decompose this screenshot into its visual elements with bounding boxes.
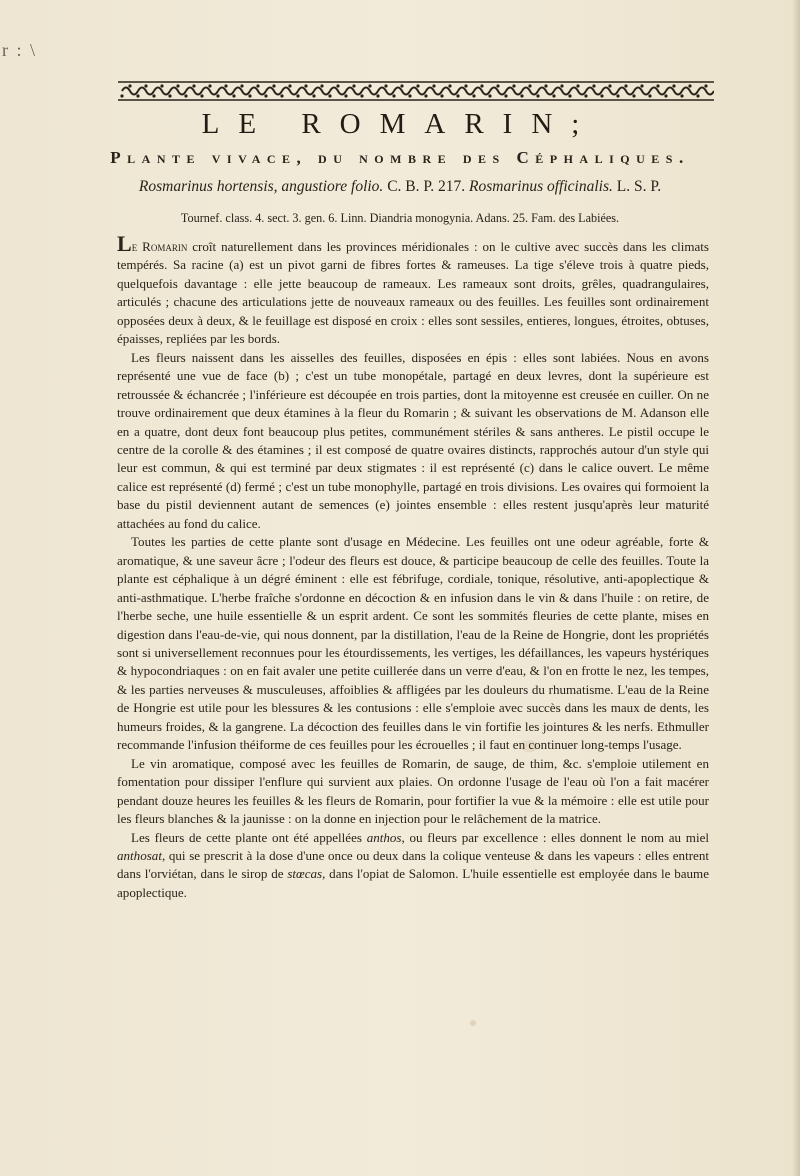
drop-cap: L [117, 231, 132, 256]
page-edge-shadow [792, 0, 800, 1176]
reference-2: L. S. P. [612, 178, 662, 195]
paragraph-5-text-b: , ou fleurs par excellence : elles donnent le nom au miel [401, 829, 709, 845]
paragraph-2: Les fleurs naissent dans les aisselles des feuilles, disposées en épis : elles sont labiées. Nous en avons représenté une vue de face (b) ; c'est un tube monopétale, partagé en deux levres, dont la supérieure est retroussée & échancrée ; l'inférieure est découpée en trois parties, dont la mitoyenne est creusée en cuiller. On ne trouve ordinairement que deux étamines à la fleur du Romarin ; & suivant les observations de M. Adanson elle en a quatre, dont deux font beaucoup plus petites, communément stériles & sans antheres. Le pistil occupe le centre de la corolle & des étamines ; il est composé de quatre ovaires distincts, rapprochés autour d'un style qui leur est commun, & qui est terminé par deux stigmates : il est représenté (c) dans le calice ouvert. Le même calice est représenté (d) fermé ; c'est un tube monophylle, partagé en trois divisions. Les ovaires qui formoient la base du pistil deviennent autant de semences (e) jointes ensemble : elles restent jusqu'après leur maturité attachées au fond du calice. [117, 349, 709, 531]
italic-anthosat: anthosat [117, 847, 162, 863]
paragraph-4: Le vin aromatique, composé avec les feuilles de Romarin, de sauge, de thim, &c. s'emploie utilement en fomentation pour dissiper l'enflure qui survient aux plaies. On ordonne l'usage de l'eau où l'on a fait macérer pendant douze heures les feuilles & les fleurs de Romarin, pour fortifier la vue & la mémoire : elle est utile pour les fleurs blanches & la jaunisse : on la donne en injection pour le relâchement de la matrice. [117, 755, 709, 827]
paragraph-5-text-d: , dans l'opiat de Salomon. L'huile essentielle est employée dans le baume apoplectique. [117, 866, 709, 900]
italic-anthos: anthos [366, 829, 402, 845]
paragraph-5 [117, 829, 709, 903]
latin-name-1: Rosmarinus hortensis, angustiore folio. [138, 178, 384, 195]
reference-1: C. B. P. 217. [383, 178, 470, 195]
page-title: LE ROMARIN; [201, 108, 599, 140]
corner-pencil-mark: r : \ [2, 40, 37, 60]
article-body [117, 231, 709, 902]
latin-name-2: Rosmarinus officinalis. [469, 178, 613, 195]
italic-stoecas: stœcas [287, 866, 323, 882]
paragraph-3: Toutes les parties de cette plante sont d'usage en Médecine. Les feuilles ont une odeur agréable, forte & aromatique, & une saveur âcre ; l'odeur des fleurs est douce, & participe beaucoup de celle des feuilles. Toute la plante est céphalique à un dégré éminent : elle est fébrifuge, cordiale, tonique, résolutive, anti-apoplectique & anti-asthmatique. L'herbe fraîche s'ordonne en décoction & en infusion dans le vin & dans l'huile : on retire, de l'herbe seche, une huile essentielle & un esprit ardent. Ce sont les sommités fleuries de cette plante, mises en digestion dans l'eau-de-vie, qui nous donnent, par la distillation, l'eau de la Reine de Hongrie, dont les propriétés sont si universellement reconnues pour les étourdissements, les vertiges, les défaillances, les vapeurs hystériques & hypocondriaques : on en fait avaler une petite cuillerée dans un verre d'eau, & l'on en frotte le nez, les tempes, & les parties nerveuses & musculeuses, affoiblies & affligées par les douleurs du rhumatisme. L'eau de la Reine de Hongrie est utile pour les blessures & les contusions : elle s'emploie avec succès dans les maux de dents, les humeurs froides, & la gangrene. La décoction des feuilles dans le vin fortifie les jointures & les nerfs. Ethmuller recommande l'infusion théiforme de ces feuilles pour les écrouelles ; il faut en continuer long-temps l'usage. [117, 534, 709, 753]
paragraph-5-text-a: Les fleurs de cette plante ont été appellées [131, 829, 367, 845]
paragraph-5-text-c: , qui se prescrit à la dose d'une once ou deux dans la colique venteuse & dans les vapeurs : elles entrent dans l'orviétan, dans le sirop de [117, 847, 709, 882]
paper-stain [470, 1020, 476, 1026]
paragraph-1 [117, 231, 709, 349]
lead-smallcaps: e Romarin [131, 239, 188, 254]
classification-line: Tournef. class. 4. sect. 3. gen. 6. Linn. Diandria monogynia. Adans. 25. Fam. des Labiées. [180, 211, 620, 225]
header-ornament [118, 80, 714, 102]
paragraph-1-text: croît naturellement dans les provinces méridionales : on le cultive avec succès dans les climats tempérés. Sa racine (a) est un pivot garni de fibres fortes & rameuses. La tige s'éleve trois à quatre pieds, quelquefois davantage : elle jette beaucoup de rameaux. Les rameaux sont droits, grêles, quadrangulaires, articulés ; chacune des articulations jette de nouveaux rameaux ou des feuilles. Les feuilles sont ordinairement opposées deux à deux, & le feuillage est disposé en croix : elles sont sessiles, entieres, longues, étroites, obtuses, épaisses, repliées par les bords. [117, 239, 709, 347]
page-subtitle: Plante vivace, du nombre des Céphaliques. [110, 148, 690, 167]
botanical-names [0, 178, 800, 196]
